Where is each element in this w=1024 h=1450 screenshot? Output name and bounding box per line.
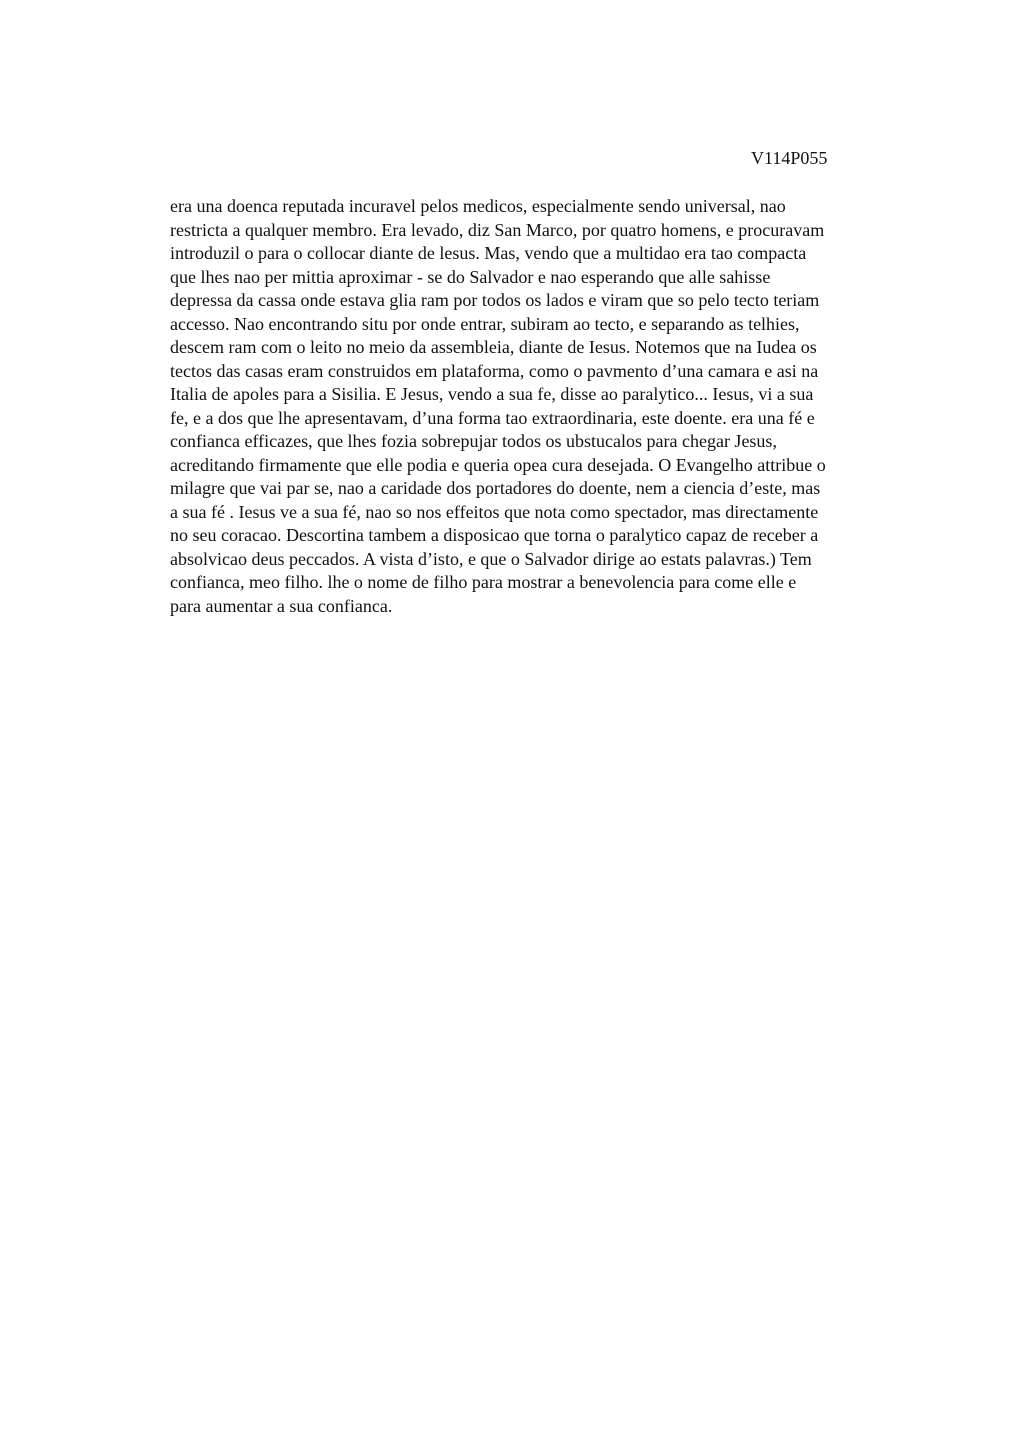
text-line: accesso. Nao encontrando situ por onde entrar, subiram ao tecto, e separando as telhies, <box>170 313 800 334</box>
text-line: fe, e a dos que lhe apresentavam, d’una forma tao extraordinaria, este doente. era una fé e <box>170 407 815 428</box>
text-line: introduzil o para o collocar diante de lesus. Mas, vendo que a multidao era tao compacta <box>170 243 807 263</box>
body-paragraph <box>170 195 930 618</box>
text-line: milagre que vai par se, nao a caridade dos portadores do doente, nem a ciencia d’este, mas <box>170 478 821 498</box>
text-line: confianca, meo filho. lhe o nome de filho para mostrar a benevolencia para come elle e <box>170 572 797 592</box>
text-line: confianca efficazes, que lhes fozia sobrepujar todos os ubstucalos para chegar Jesus, <box>170 431 777 451</box>
text-line: Italia de apoles para a Sisilia. E Jesus, vendo a sua fe, disse ao paralytico... Iesus, vi a sua <box>170 384 814 404</box>
page-identifier: V114P055 <box>751 148 828 168</box>
text-line: acreditando firmamente que elle podia e queria opea cura desejada. O Evangelho attribue o <box>170 454 826 475</box>
text-line: tectos das casas eram construidos em plataforma, como o pavmento d’una camara e asi na <box>170 360 819 381</box>
text-line: para aumentar a sua confianca. <box>170 595 393 616</box>
text-line: restricta a qualquer membro. Era levado, diz San Marco, por quatro homens, e procuravam <box>170 219 825 240</box>
text-line: a sua fé . Iesus ve a sua fé, nao so nos effeitos que nota como spectador, mas directamente <box>170 501 819 522</box>
text-line: que lhes nao per mittia aproximar - se do Salvador e nao esperando que alle sahisse <box>170 266 771 287</box>
text-line: absolvicao deus peccados. A vista d’isto, e que o Salvador dirige ao estats palavras.) Tem <box>170 548 812 569</box>
text-line: descem ram com o leito no meio da assembleia, diante de Iesus. Notemos que na Iudea os <box>170 337 817 357</box>
text-line: era una doenca reputada incuravel pelos medicos, especialmente sendo universal, nao <box>170 196 786 216</box>
text-line: no seu coracao. Descortina tambem a disposicao que torna o paralytico capaz de receber a <box>170 525 819 545</box>
text-line: depressa da cassa onde estava glia ram por todos os lados e viram que so pelo tecto teriam <box>170 290 820 310</box>
